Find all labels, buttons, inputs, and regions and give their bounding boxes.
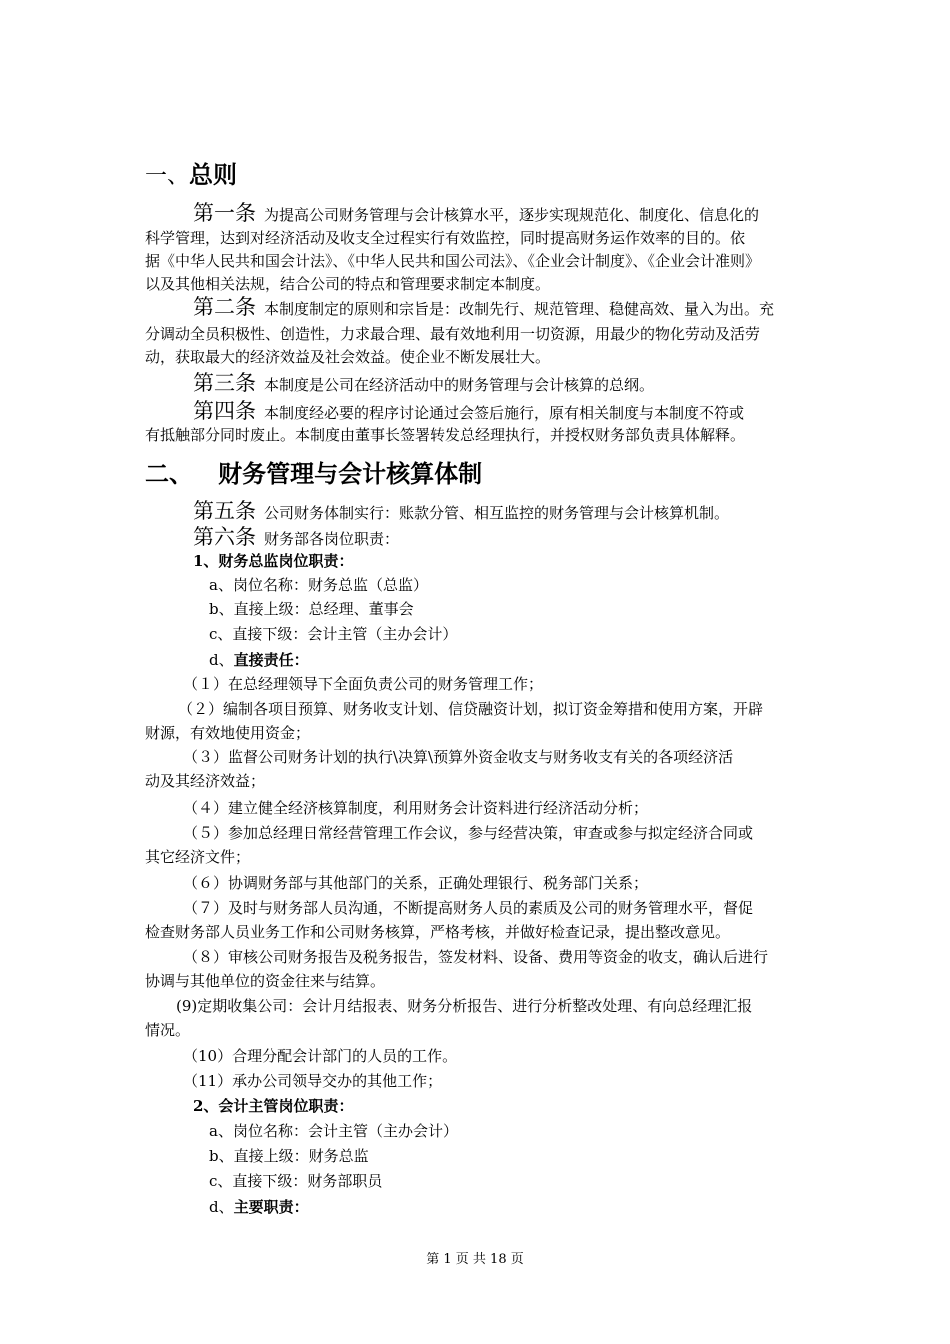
duty-item: （５）参加总经理日常经营管理工作会议，参与经营决策，审查或参与拟定经济合同或 [183, 824, 754, 842]
page-footer: 第 1 页 共 18 页 [426, 1252, 524, 1267]
article-3-line [193, 372, 654, 396]
article-label: 第五条 [193, 499, 256, 523]
article-text: 本制度是公司在经济活动中的财务管理与会计核算的总纲。 [264, 376, 655, 394]
article-label: 第一条 [193, 201, 256, 225]
article-1-line: 科学管理，达到对经济活动及收支全过程实行有效监控，同时提高财务运作效率的目的。依 [145, 229, 746, 247]
duty-item: （７）及时与财务部人员沟通，不断提高财务人员的素质及公司的财务管理水平，督促 [183, 899, 754, 917]
role-2-duties-label: d、主要职责： [209, 1198, 309, 1216]
duty-item-cont: 情况。 [145, 1021, 191, 1039]
role-2-heading: 2、会计主管岗位职责： [193, 1097, 354, 1115]
article-label: 第四条 [193, 399, 256, 423]
article-5-line [193, 500, 729, 524]
role-1-heading: 1、财务总监岗位职责： [193, 552, 354, 570]
duty-item-cont: 动及其经济效益； [145, 772, 266, 790]
section-title: 总则 [189, 160, 238, 189]
article-6-line [193, 526, 399, 550]
section-number: 二、 [145, 459, 193, 488]
duty-item: （３）监督公司财务计划的执行\决算\预算外资金收支与财务收支有关的各项经济活 [183, 748, 734, 766]
article-label: 第二条 [193, 295, 256, 319]
article-4-line: 有抵触部分同时废止。本制度由董事长签署转发总经理执行，并授权财务部负责具体解释。 [145, 426, 746, 444]
duty-item-cont: 协调与其他单位的资金往来与结算。 [145, 972, 386, 990]
article-text: 本制度制定的原则和宗旨是：改制先行、规范管理、稳健高效、量入为出。充 [264, 300, 775, 318]
duty-item: （11）承办公司领导交办的其他工作； [183, 1072, 443, 1090]
duty-item-cont: 其它经济文件； [145, 848, 251, 866]
duty-item: （８）审核公司财务报告及税务报告，签发材料、设备、费用等资金的收支，确认后进行 [183, 948, 769, 966]
article-text: 公司财务体制实行：账款分管、相互监控的财务管理与会计核算机制。 [264, 504, 730, 522]
article-4-line [193, 400, 744, 424]
section-number: 一、 [145, 164, 190, 189]
article-1-line: 以及其他相关法规，结合公司的特点和管理要求制定本制度。 [145, 275, 551, 293]
article-text: 为提高公司财务管理与会计核算水平，逐步实现规范化、制度化、信息化的 [264, 206, 760, 224]
role-2-subordinate: c、直接下级：财务部职员 [209, 1172, 383, 1190]
article-1-line [193, 202, 759, 226]
duty-item: （６）协调财务部与其他部门的关系，正确处理银行、税务部门关系； [183, 874, 649, 892]
role-2-superior: b、直接上级：财务总监 [209, 1147, 369, 1165]
role-1-superior: b、直接上级：总经理、董事会 [209, 600, 414, 618]
section-heading-finance-system [145, 459, 482, 489]
duty-item-cont: 检查财务部人员业务工作和公司财务核算，严格考核，并做好检查记录，提出整改意见。 [145, 923, 731, 941]
article-label: 第六条 [193, 525, 256, 549]
article-2-line: 分调动全员积极性、创造性，力求最合理、最有效地利用一切资源，用最少的物化劳动及活劳 [145, 325, 761, 343]
duty-item: （２）编制各项目预算、财务收支计划、信贷融资计划，拟订资金筹措和使用方案，开辟 [178, 700, 764, 718]
duty-item: (9)定期收集公司：会计月结报表、财务分析报告、进行分析整改处理、有向总经理汇报 [176, 997, 753, 1015]
role-1-subordinate: c、直接下级：会计主管（主办会计） [209, 625, 458, 643]
article-text: 财务部各岗位职责： [264, 530, 400, 548]
role-2-title: a、岗位名称：会计主管（主办会计） [209, 1122, 458, 1140]
article-label: 第三条 [193, 371, 256, 395]
article-2-line [193, 296, 774, 320]
duty-item: （10）合理分配会计部门的人员的工作。 [183, 1047, 458, 1065]
article-2-line: 动，获取最大的经济效益及社会效益。使企业不断发展壮大。 [145, 348, 551, 366]
duty-item: （１）在总经理领导下全面负责公司的财务管理工作； [183, 675, 544, 693]
duty-item: （４）建立健全经济核算制度，利用财务会计资料进行经济活动分析； [183, 799, 649, 817]
section-title: 财务管理与会计核算体制 [218, 459, 483, 488]
section-heading-general [145, 160, 237, 192]
role-1-duties-label: d、直接责任： [209, 651, 309, 669]
role-1-title: a、岗位名称：财务总监（总监） [209, 576, 428, 594]
duty-item-cont: 财源，有效地使用资金； [145, 724, 311, 742]
article-text: 本制度经必要的程序讨论通过会签后施行，原有相关制度与本制度不符或 [264, 404, 745, 422]
article-1-line: 据《中华人民共和国会计法》、《中华人民共和国公司法》、《企业会计制度》、《企业会计准则》 [145, 252, 761, 270]
